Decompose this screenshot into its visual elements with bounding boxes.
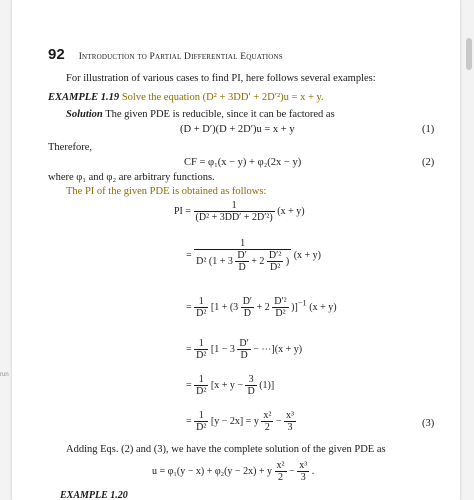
pi-step-1: PI = $\frac{1}{\text{(D² + 3DD′ + 2D′²)}}$ (x + y) [174,200,305,223]
pi-step-2: = 1 D² (1 + 3 $\frac{D'}{D}$ + 2 $\frac{\text{D′²}}{\text{D²}}$ ) (x + y) [186,238,321,273]
solution-label: Solution [66,109,103,120]
equation-2: CF = φ₁(x − y) + φ₂(2x − y) [184,157,302,168]
pi-step-5: = $\frac{1}{\text{D²}}$ [x + y − $\frac{3}{D}$ (1)] [186,374,275,397]
solution-text: The given PDE is reducible, since it can be factored as [105,109,335,120]
equation-2-number: (2) [422,157,435,168]
example-label: EXAMPLE 1.19 [48,92,120,103]
pi-intro-text: The PI of the given PDE is obtained as follows: [66,186,267,197]
next-example-heading-cutoff: EXAMPLE 1.20 [60,490,128,500]
running-head: Introduction to Partial Differential Equations [78,52,283,62]
page-header [48,46,283,64]
final-solution: u = φ₁(y − x) + φ₂(y − 2x) + y $\frac{\text{x²}}{2}$ − $\frac{\text{x³}}{3}$ . [152,460,315,483]
equation-1-number: (1) [422,124,435,135]
example-statement: Solve the equation (D² + 3DD′ + 2D′²)u = x + y. [121,92,324,103]
pi-step-3: = $\frac{1}{\text{D²}}$ [1 + (3 $\frac{D'}{D}$ + 2 $\frac{\text{D′²}}{\text{D²}}$ )]$^{-1}$ (x + y) [186,296,337,319]
solution-line [66,109,335,121]
adjacent-page-text: run [0,372,9,378]
intro-paragraph: For illustration of various cases to find PI, here follows several examples: [66,73,376,84]
therefore-text: Therefore, [48,142,93,153]
fraction: 1 D² (1 + 3 $\frac{D'}{D}$ + 2 $\frac{\text{D′²}}{\text{D²}}$ ) [196,238,290,273]
example-heading [48,92,324,104]
where-text: where φ₁ and φ₂ are arbitrary functions. [48,172,215,183]
pi-step-4: = $\frac{1}{\text{D²}}$ [1 − 3 $\frac{D'}{D}$ − ⋯](x + y) [186,338,303,361]
equation-1: (D + D′)(D + 2D′)u = x + y [180,124,295,135]
page-number: 92 [48,46,65,63]
equation-3-number: (3) [422,418,435,429]
fraction: $\frac{1}{\text{(D² + 3DD′ + 2D′²)}}$ [195,200,273,223]
adding-text: Adding Eqs. (2) and (3), we have the complete solution of the given PDE as [66,444,386,455]
document-page [12,0,460,500]
pi-step-6: = $\frac{1}{\text{D²}}$ [y − 2x] = y $\frac{\text{x²}}{2}$ − $\frac{\text{x³}}{3}$ [186,410,294,433]
vertical-scrollbar[interactable] [466,38,472,70]
